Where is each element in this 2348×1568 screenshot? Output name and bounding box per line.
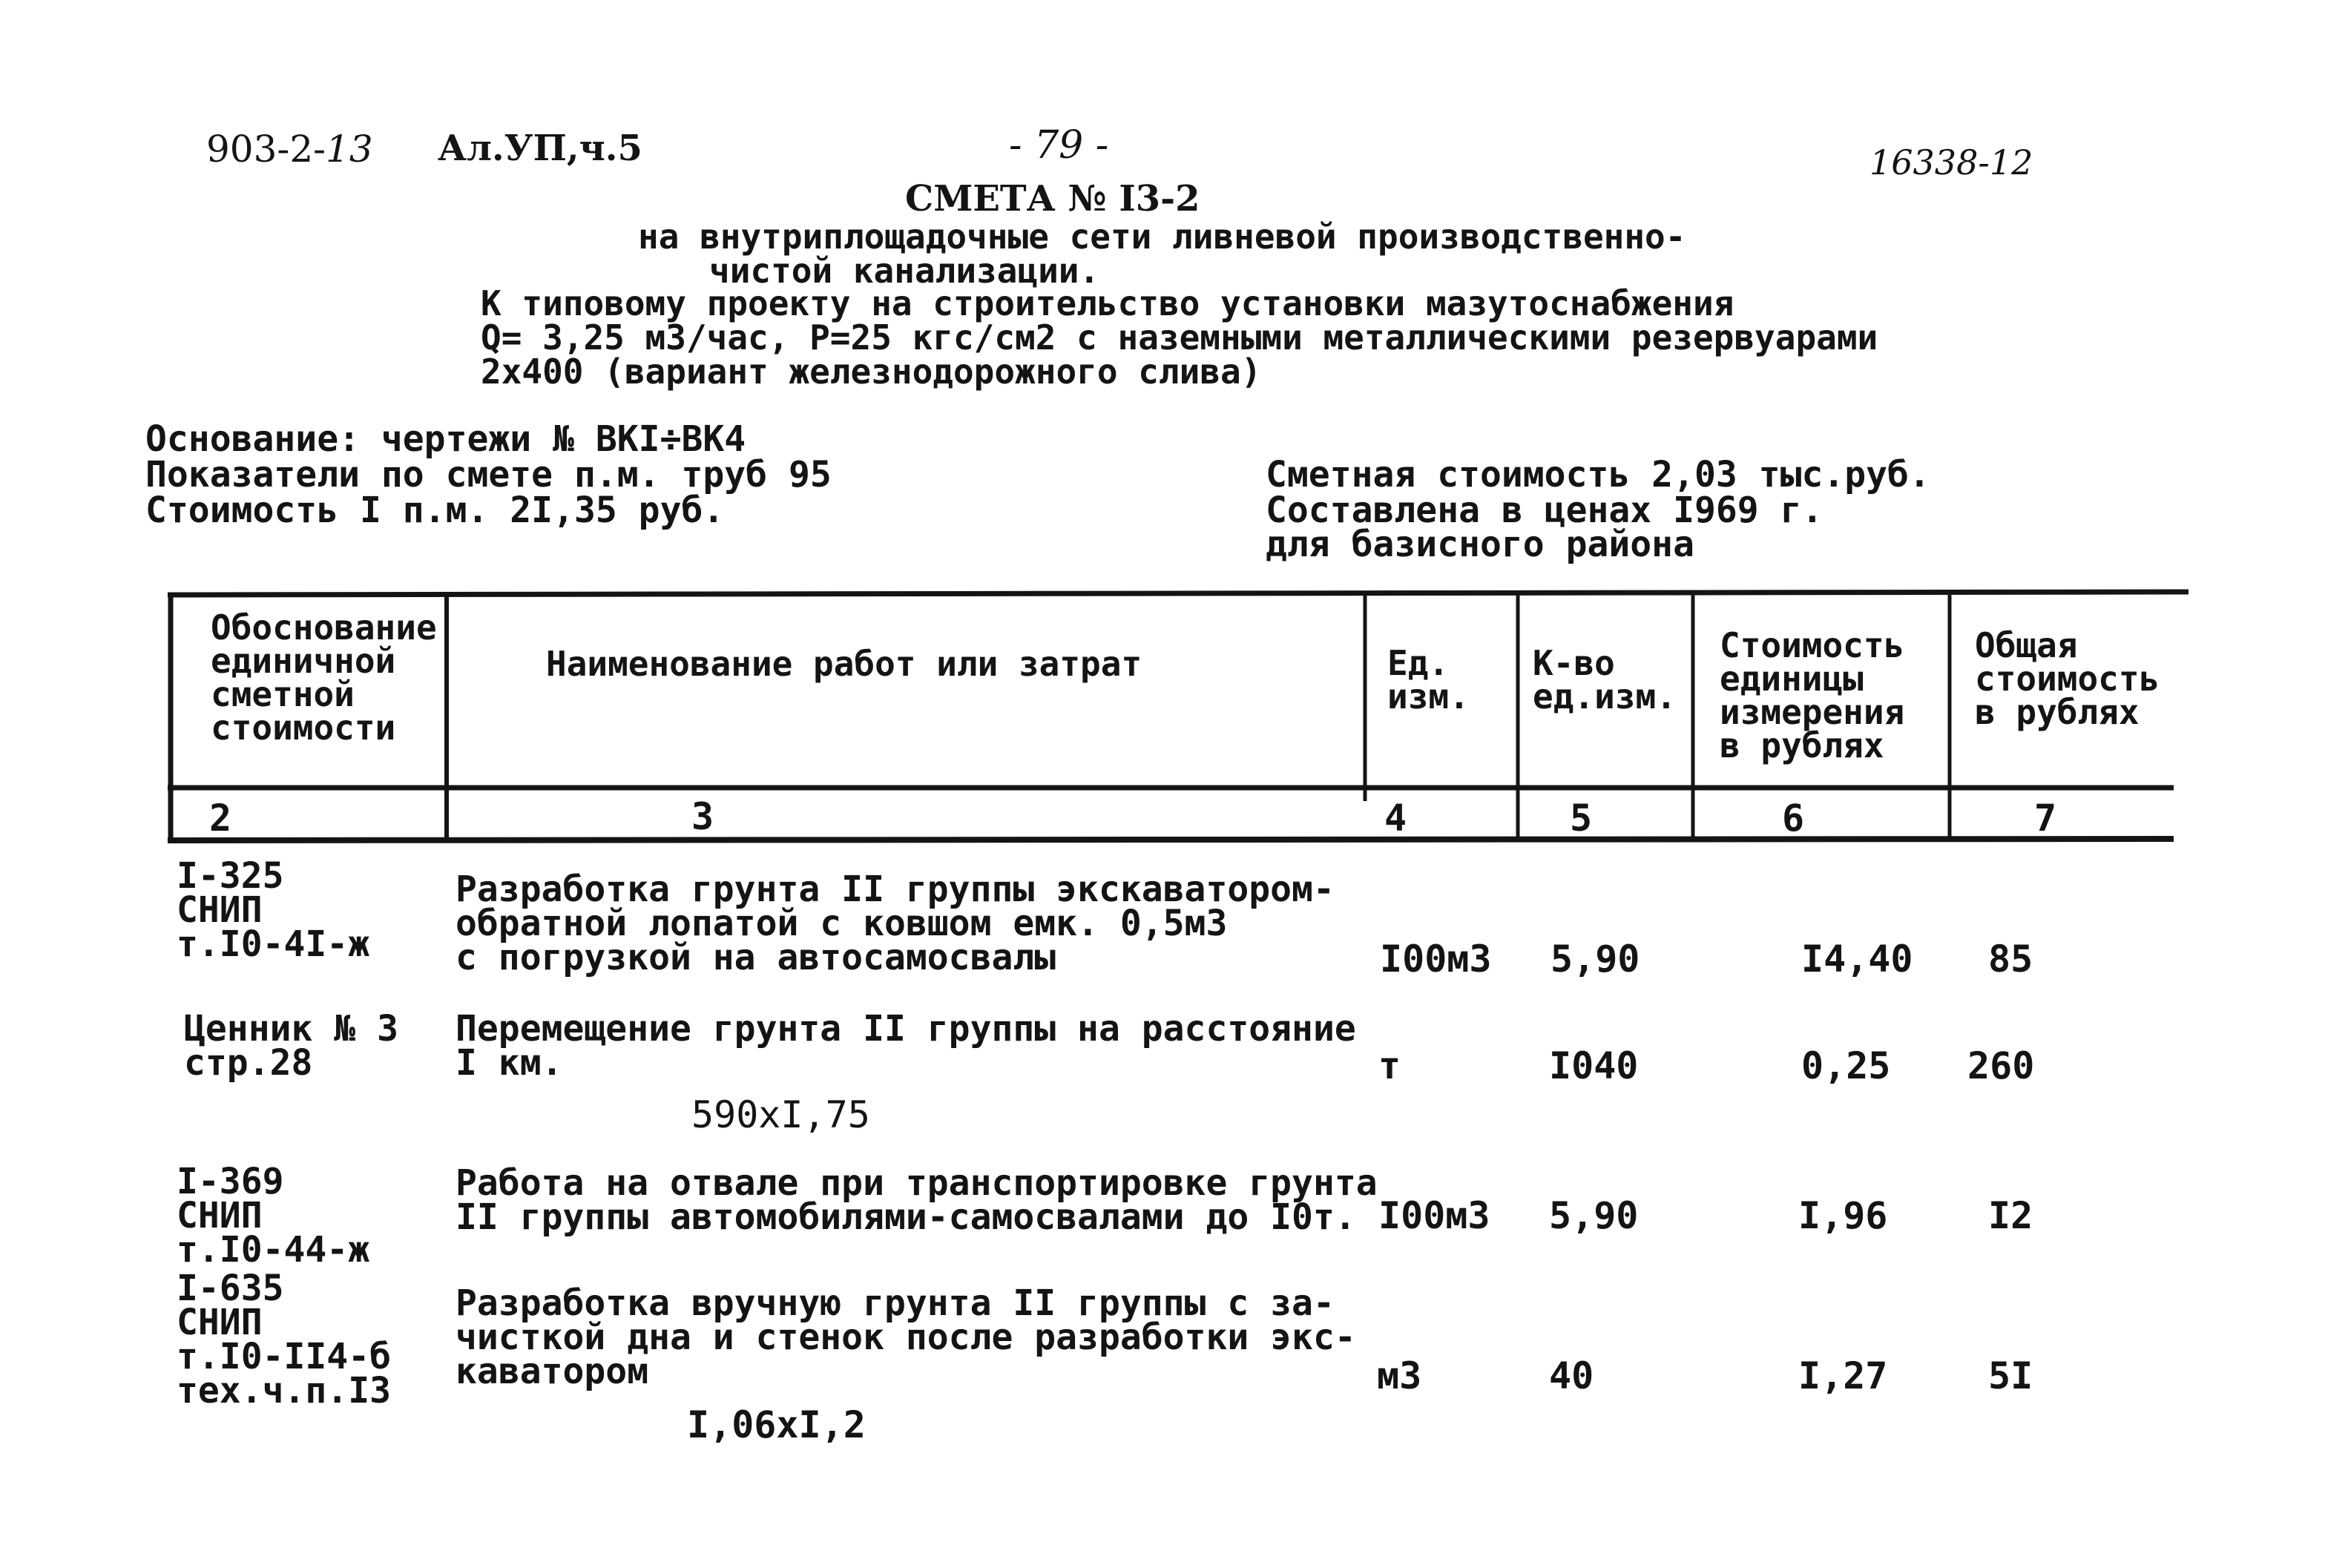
col-header-unit-cost: Стоимость единицы измерения в рублях: [1720, 625, 1905, 766]
table-row-3-quantity: 5,90: [1549, 1194, 1639, 1237]
col-number-2: 2: [209, 797, 232, 840]
col-number-4: 4: [1384, 797, 1407, 840]
table-row-2-total: 260: [1967, 1044, 2035, 1087]
price-basis: Составлена в ценах I969 г.: [1266, 490, 1824, 531]
page-number: - 79 -: [1009, 123, 1109, 168]
table-row-3-total: I2: [1988, 1194, 2033, 1237]
col-number-5: 5: [1570, 797, 1593, 840]
col-number-7: 7: [2034, 797, 2057, 840]
table-number-row-bottom-border: [168, 839, 2174, 840]
estimate-heading: СМЕТА № I3-2: [905, 178, 1200, 220]
table-row-2-unit: т: [1378, 1044, 1401, 1087]
col-header-unit: Ед. изм.: [1387, 643, 1470, 717]
table-row-1-unit-cost: I4,40: [1801, 938, 1913, 981]
basis-unit-cost: Стоимость I п.м. 2I,35 руб.: [145, 490, 725, 531]
table-row-1-quantity: 5,90: [1550, 938, 1640, 981]
table-row-2-work-name: Перемещение грунта II группы на расстояние I км.: [456, 1008, 1356, 1084]
estimated-cost: Сметная стоимость 2,03 тыс.руб.: [1266, 454, 1930, 495]
base-region: для базисного района: [1266, 524, 1694, 565]
table-row-1-total: 85: [1988, 938, 2033, 981]
table-row-2-calculation: 590хI,75: [691, 1093, 870, 1136]
document-code-handwritten: 13: [326, 128, 373, 171]
table-row-4-basis: I-635 СНИП т.I0-II4-б тех.ч.п.I3: [177, 1268, 391, 1412]
table-row-2-basis: Ценник № 3 стр.28: [184, 1008, 398, 1084]
table-row-4-unit-cost: I,27: [1798, 1354, 1888, 1397]
col-header-basis: Обоснование единичной сметной стоимости: [211, 607, 437, 748]
col-header-quantity: К-во ед.изм.: [1533, 643, 1677, 717]
title-line-4: Q= 3,25 м3/час, Р=25 кгс/см2 с наземными металлическими резервуарами: [481, 317, 1878, 358]
table-row-4-total: 5I: [1988, 1354, 2033, 1397]
table-row-4-work-name: Разработка вручную грунта II группы с за- чисткой дна и стенок после разработки экс- каватором: [456, 1282, 1356, 1393]
table-row-1-work-name: Разработка грунта II группы экскаватором- обратной лопатой с ковшом емк. 0,5м3 с погрузкой на автосамосвалы: [456, 869, 1335, 979]
table-top-border: [168, 592, 2188, 595]
registration-number: 16338-12: [1869, 142, 2033, 182]
title-line-3: К типовому проекту на строительство установки мазутоснабжения: [481, 283, 1734, 323]
basis-indicators: Показатели по смете п.м. труб 95: [145, 454, 832, 495]
col-number-6: 6: [1782, 797, 1805, 840]
table-row-1-basis: I-325 СНИП т.I0-4I-ж: [177, 855, 370, 966]
basis-drawings: Основание: чертежи № ВКI÷ВК4: [145, 418, 746, 460]
title-line-5: 2х400 (вариант железнодорожного слива): [481, 352, 1262, 392]
title-line-1: на внутриплощадочные сети ливневой производственно-: [638, 217, 1686, 257]
table-row-4-calculation: I,06хI,2: [687, 1403, 866, 1446]
table-row-2-quantity: I040: [1549, 1044, 1639, 1087]
col-number-3: 3: [691, 795, 714, 838]
title-line-2: чистой канализации.: [709, 251, 1100, 291]
table-row-3-work-name: Работа на отвале при транспортировке грунта II группы автомобилями-самосвалами до I0т.: [456, 1162, 1378, 1239]
col-header-work-name: Наименование работ или затрат: [546, 644, 1142, 684]
col-header-total-cost: Общая стоимость в рублях: [1975, 625, 2160, 733]
table-row-3-unit: I00м3: [1378, 1194, 1490, 1237]
table-row-1-unit: I00м3: [1380, 938, 1492, 981]
album-reference: Ал.УП,ч.5: [438, 128, 642, 169]
table-row-2-unit-cost: 0,25: [1801, 1044, 1891, 1087]
table-row-3-unit-cost: I,96: [1798, 1194, 1888, 1237]
table-row-4-unit: м3: [1377, 1354, 1422, 1397]
table-row-4-quantity: 40: [1549, 1354, 1594, 1397]
table-row-3-basis: I-369 СНИП т.I0-44-ж: [177, 1161, 370, 1271]
document-code-printed: 903-2-: [206, 128, 326, 171]
